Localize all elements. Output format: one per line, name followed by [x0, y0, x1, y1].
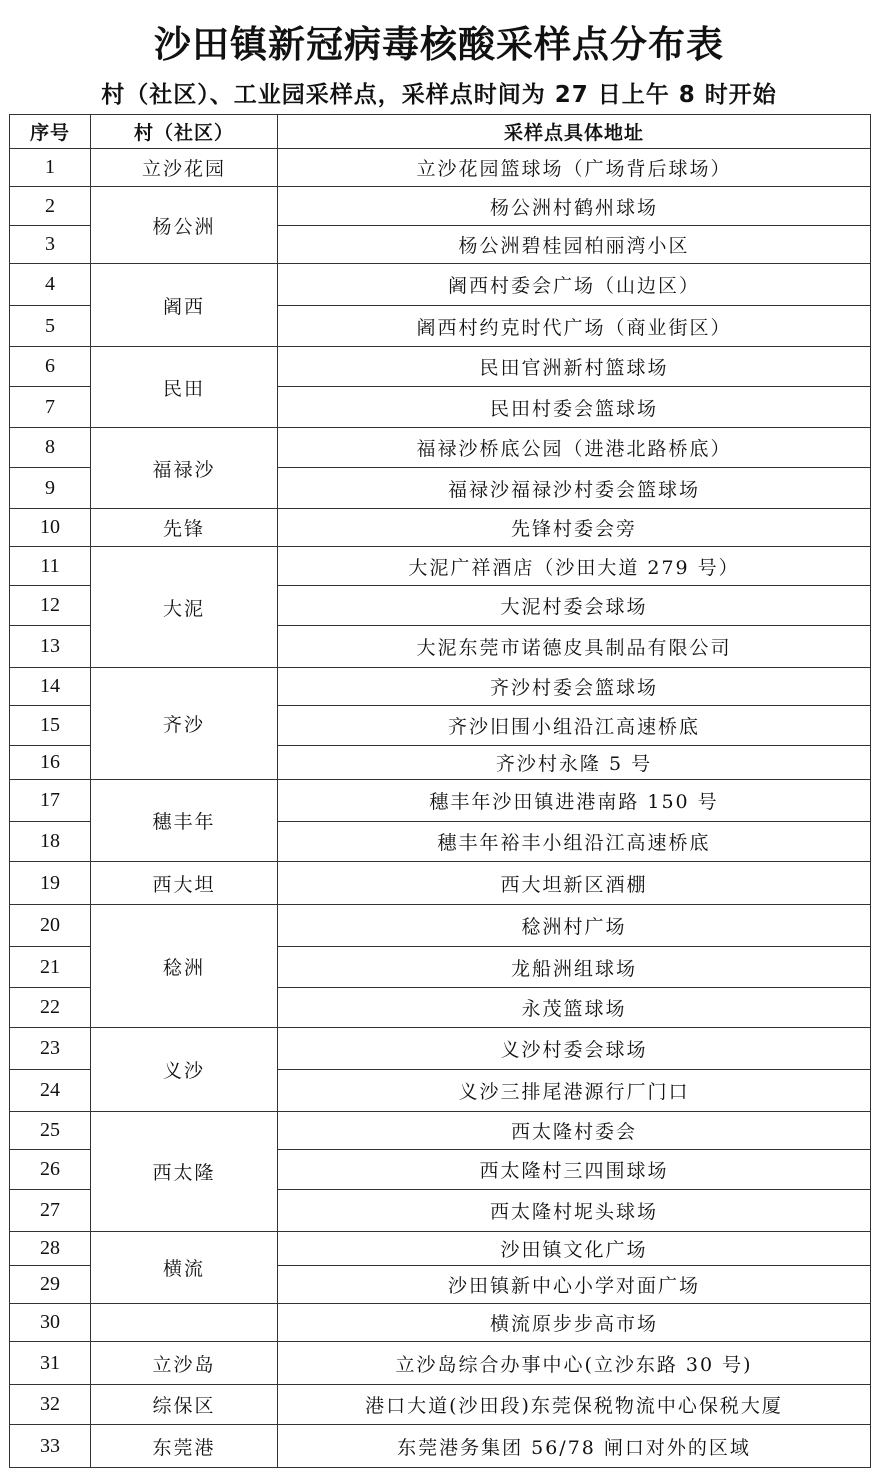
village-cell: 西大坦 — [91, 862, 278, 905]
address-cell: 民田官洲新村篮球场 — [278, 347, 871, 387]
address-cell: 西大坦新区酒棚 — [278, 862, 871, 905]
address-cell: 大泥广祥酒店（沙田大道 279 号） — [278, 547, 871, 586]
table-row — [10, 547, 871, 586]
table-row — [10, 264, 871, 306]
address-cell: 横流原步步高市场 — [278, 1304, 871, 1342]
table-row — [10, 668, 871, 706]
table-row — [10, 1425, 871, 1468]
row-number: 3 — [10, 226, 91, 264]
table-row — [10, 1304, 871, 1342]
village-cell: 立沙花园 — [91, 149, 278, 187]
village-cell: 西太隆 — [91, 1112, 278, 1232]
row-number: 33 — [10, 1425, 91, 1468]
address-cell: 先锋村委会旁 — [278, 509, 871, 547]
row-number: 26 — [10, 1150, 91, 1190]
address-cell: 大泥村委会球场 — [278, 586, 871, 626]
row-number: 30 — [10, 1304, 91, 1342]
address-cell: 民田村委会篮球场 — [278, 387, 871, 428]
village-cell: 综保区 — [91, 1385, 278, 1425]
village-cell: 立沙岛 — [91, 1342, 278, 1385]
row-number: 8 — [10, 428, 91, 468]
address-cell: 西太隆村三四围球场 — [278, 1150, 871, 1190]
table-row — [10, 428, 871, 468]
village-cell: 杨公洲 — [91, 187, 278, 264]
village-cell: 大泥 — [91, 547, 278, 668]
address-cell: 西太隆村委会 — [278, 1112, 871, 1150]
table-row — [10, 862, 871, 905]
address-cell: 港口大道(沙田段)东莞保税物流中心保税大厦 — [278, 1385, 871, 1425]
address-cell: 齐沙村委会篮球场 — [278, 668, 871, 706]
village-cell: 义沙 — [91, 1028, 278, 1112]
row-number: 19 — [10, 862, 91, 905]
page-title: 沙田镇新冠病毒核酸采样点分布表 — [154, 23, 724, 66]
row-number: 6 — [10, 347, 91, 387]
address-cell: 阇西村委会广场（山边区） — [278, 264, 871, 306]
village-cell: 东莞港 — [91, 1425, 278, 1468]
row-number: 5 — [10, 306, 91, 347]
village-cell: 穗丰年 — [91, 780, 278, 862]
row-number: 25 — [10, 1112, 91, 1150]
address-cell: 福禄沙福禄沙村委会篮球场 — [278, 468, 871, 509]
village-cell: 齐沙 — [91, 668, 278, 780]
table-row — [10, 509, 871, 547]
row-number: 31 — [10, 1342, 91, 1385]
address-cell: 穗丰年沙田镇进港南路 150 号 — [278, 780, 871, 822]
table-row — [10, 1232, 871, 1266]
column-header-village: 村（社区） — [91, 115, 278, 149]
row-number: 17 — [10, 780, 91, 822]
address-cell: 大泥东莞市诺德皮具制品有限公司 — [278, 626, 871, 668]
sampling-points-table — [9, 114, 871, 1468]
table-row — [10, 905, 871, 947]
table-body — [10, 149, 871, 1468]
table-row — [10, 1028, 871, 1070]
row-number: 21 — [10, 947, 91, 988]
address-cell: 齐沙村永隆 5 号 — [278, 746, 871, 780]
row-number: 7 — [10, 387, 91, 428]
village-cell: 横流 — [91, 1232, 278, 1304]
row-number: 2 — [10, 187, 91, 226]
page-subtitle: 村（社区）、工业园采样点，采样点时间为 27 日上午 8 时开始 — [101, 82, 777, 108]
address-cell: 沙田镇文化广场 — [278, 1232, 871, 1266]
address-cell: 阇西村约克时代广场（商业街区） — [278, 306, 871, 347]
row-number: 4 — [10, 264, 91, 306]
address-cell: 福禄沙桥底公园（进港北路桥底） — [278, 428, 871, 468]
row-number: 18 — [10, 822, 91, 862]
address-cell: 杨公洲村鹤州球场 — [278, 187, 871, 226]
table-row — [10, 1112, 871, 1150]
village-cell: 福禄沙 — [91, 428, 278, 509]
address-cell: 立沙花园篮球场（广场背后球场） — [278, 149, 871, 187]
address-cell: 杨公洲碧桂园柏丽湾小区 — [278, 226, 871, 264]
village-cell: 稔洲 — [91, 905, 278, 1028]
row-number: 22 — [10, 988, 91, 1028]
address-cell: 义沙村委会球场 — [278, 1028, 871, 1070]
row-number: 28 — [10, 1232, 91, 1266]
table-row — [10, 347, 871, 387]
village-cell: 先锋 — [91, 509, 278, 547]
address-cell: 稔洲村广场 — [278, 905, 871, 947]
column-header-number: 序号 — [10, 115, 91, 149]
row-number: 15 — [10, 706, 91, 746]
row-number: 24 — [10, 1070, 91, 1112]
row-number: 12 — [10, 586, 91, 626]
address-cell: 西太隆村坭头球场 — [278, 1190, 871, 1232]
address-cell: 立沙岛综合办事中心(立沙东路 30 号) — [278, 1342, 871, 1385]
column-header-address: 采样点具体地址 — [278, 115, 871, 149]
address-cell: 穗丰年裕丰小组沿江高速桥底 — [278, 822, 871, 862]
row-number: 32 — [10, 1385, 91, 1425]
table-row — [10, 149, 871, 187]
row-number: 27 — [10, 1190, 91, 1232]
address-cell: 永茂篮球场 — [278, 988, 871, 1028]
village-cell — [91, 1304, 278, 1342]
table-row — [10, 1342, 871, 1385]
table-row — [10, 1385, 871, 1425]
village-cell: 阇西 — [91, 264, 278, 347]
table-row — [10, 187, 871, 226]
village-cell: 民田 — [91, 347, 278, 428]
row-number: 10 — [10, 509, 91, 547]
row-number: 20 — [10, 905, 91, 947]
table-row — [10, 780, 871, 822]
address-cell: 齐沙旧围小组沿江高速桥底 — [278, 706, 871, 746]
address-cell: 东莞港务集团 56/78 闸口对外的区域 — [278, 1425, 871, 1468]
address-cell: 沙田镇新中心小学对面广场 — [278, 1266, 871, 1304]
address-cell: 龙船洲组球场 — [278, 947, 871, 988]
row-number: 13 — [10, 626, 91, 668]
row-number: 14 — [10, 668, 91, 706]
table-header-row — [10, 115, 871, 149]
row-number: 29 — [10, 1266, 91, 1304]
address-cell: 义沙三排尾港源行厂门口 — [278, 1070, 871, 1112]
row-number: 9 — [10, 468, 91, 509]
row-number: 11 — [10, 547, 91, 586]
row-number: 1 — [10, 149, 91, 187]
row-number: 16 — [10, 746, 91, 780]
row-number: 23 — [10, 1028, 91, 1070]
